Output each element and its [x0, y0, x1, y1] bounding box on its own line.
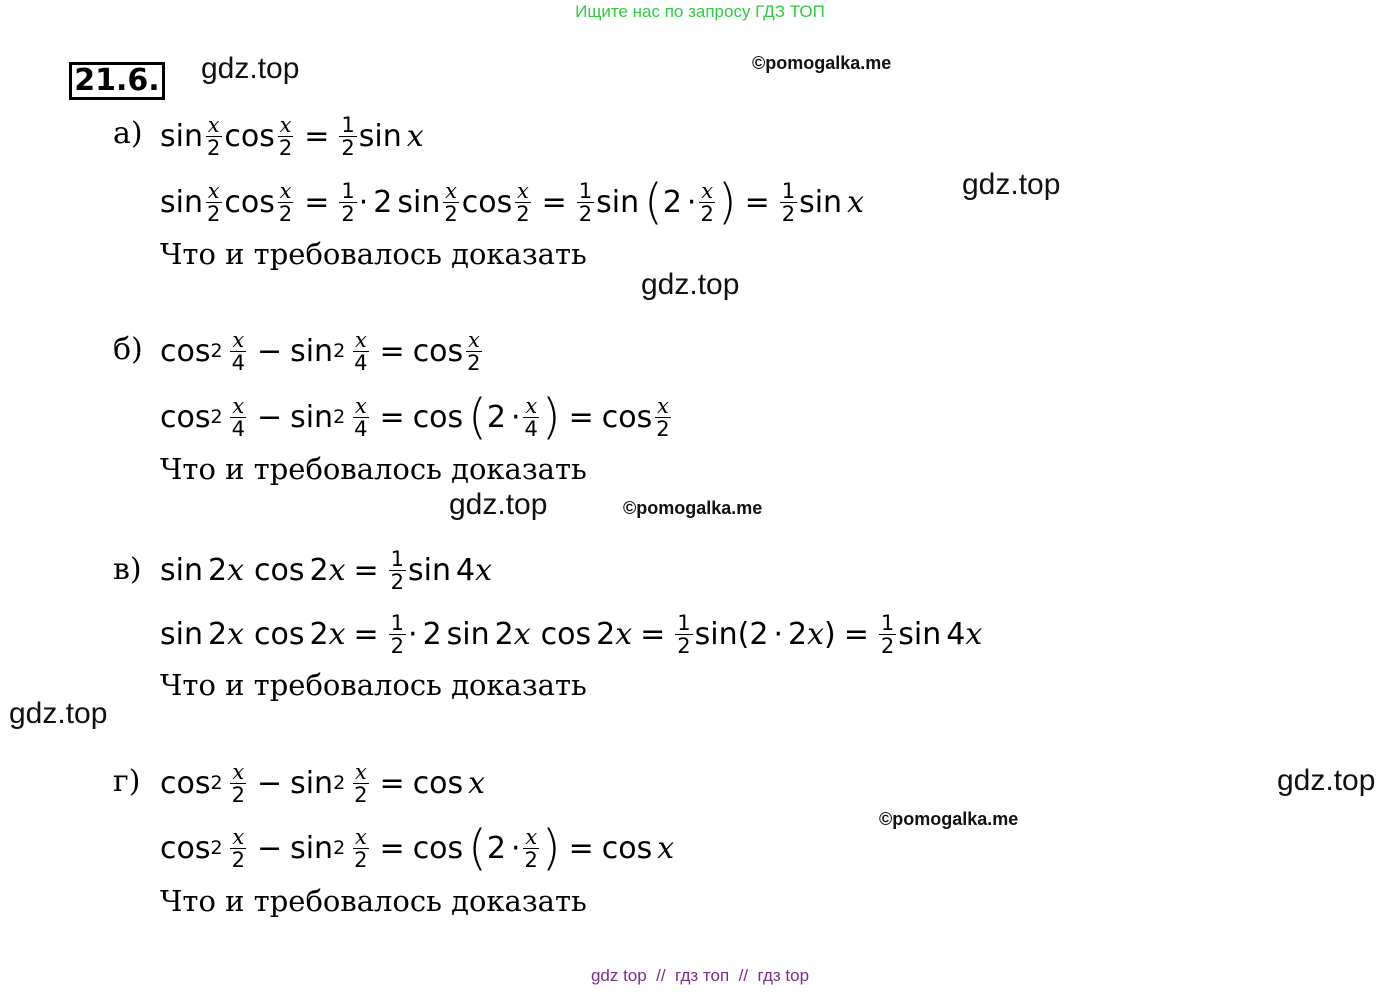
- equation-v-proof: sin 2 x cos 2 x = $\frac{1}{2}$ · 2 sin 2 x cos 2 x = $\frac{1}{2}$ sin(2 · 2 x ) = $\frac{1}{2}$ sin 4 x: [160, 610, 983, 658]
- conclusion-text: Что и требовалось доказать: [160, 237, 587, 271]
- watermark-pomogalka: ©pomogalka.me: [879, 809, 1019, 829]
- footer-links[interactable]: gdz top // гдз топ // гдз top: [590, 966, 810, 985]
- top-banner: Ищите нас по запросу ГДЗ ТОП: [575, 2, 825, 21]
- part-label-b: б): [113, 332, 143, 367]
- watermark-gdz: gdz.top: [449, 488, 548, 521]
- equation-v-statement: sin 2 x cos 2 x = $\frac{1}{2}$ sin 4 x: [160, 546, 493, 594]
- problem-number: 21.6.: [69, 62, 165, 100]
- conclusion-text: Что и требовалось доказать: [160, 884, 587, 918]
- part-label-g: г): [113, 764, 141, 799]
- equation-b-proof: cos 2 $\frac{x}{4}$ − sin 2 $\frac{x}{4}$ = cos ( 2 · $\frac{x}{4}$ ) = cos $\frac{x}{2}$: [160, 389, 670, 445]
- conclusion-text: Что и требовалось доказать: [160, 452, 587, 486]
- equation-a-proof: sin $\frac{x}{2}$ cos $\frac{x}{2}$ = $\frac{1}{2}$ · 2 sin $\frac{x}{2}$ cos $\frac{x}{2}$ = $\frac{1}{2}$ sin ( 2 · $\frac{x}{2}$ ) = $\frac{1}{2}$ sin x: [160, 174, 864, 230]
- watermark-gdz: gdz.top: [1277, 764, 1376, 797]
- equation-g-statement: cos 2 $\frac{x}{2}$ − sin 2 $\frac{x}{2}$ = cos x: [160, 759, 486, 807]
- conclusion-text: Что и требовалось доказать: [160, 668, 587, 702]
- equation-b-statement: cos 2 $\frac{x}{4}$ − sin 2 $\frac{x}{4}$ = cos $\frac{x}{2}$: [160, 327, 481, 375]
- watermark-gdz: gdz.top: [201, 52, 300, 85]
- part-label-a: а): [113, 116, 143, 151]
- watermark-pomogalka: ©pomogalka.me: [623, 498, 763, 518]
- equation-a-statement: sin $\frac{x}{2}$ cos $\frac{x}{2}$ = $\frac{1}{2}$ sin x: [160, 112, 424, 160]
- part-label-v: в): [113, 552, 142, 587]
- watermark-pomogalka: ©pomogalka.me: [752, 53, 892, 73]
- watermark-gdz: gdz.top: [9, 697, 108, 730]
- watermark-gdz: gdz.top: [962, 168, 1061, 201]
- equation-g-proof: cos 2 $\frac{x}{2}$ − sin 2 $\frac{x}{2}$ = cos ( 2 · $\frac{x}{2}$ ) = cos x: [160, 820, 675, 876]
- watermark-gdz: gdz.top: [641, 268, 740, 301]
